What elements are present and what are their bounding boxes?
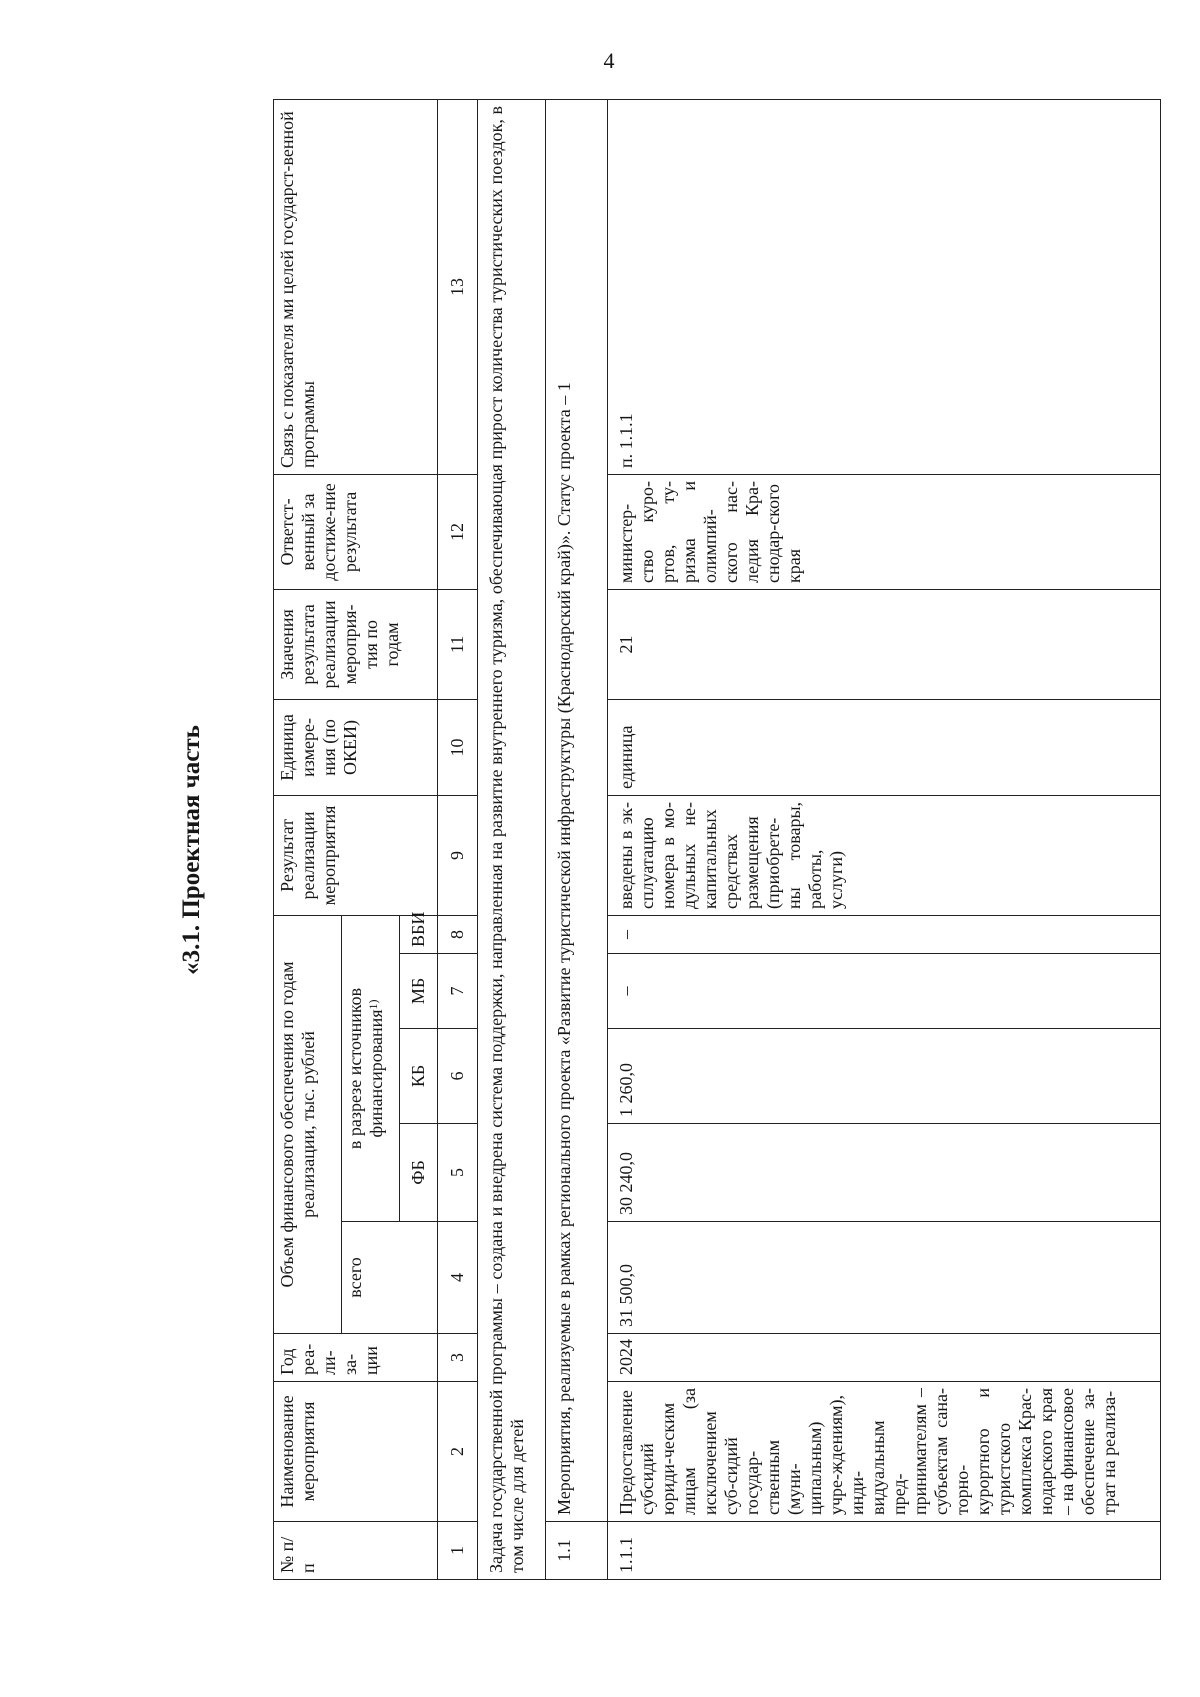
- col-number: 6: [438, 1029, 478, 1124]
- header-mb: МБ: [400, 954, 438, 1029]
- project-table: [273, 99, 1161, 1580]
- col-number: 11: [438, 589, 478, 699]
- col-number: 12: [438, 474, 478, 589]
- header-values: Значения результата реализации мероприя-тия по годам: [274, 589, 438, 699]
- row-link: п. 1.1.1: [608, 99, 1161, 474]
- header-sources-text: в разрезе источников финансирования: [345, 987, 386, 1150]
- row-result: введены в эк-сплуатацию номера в мо-дульных не-капитальных средствах размещения (приобрете-ны товары, работы, услуги): [608, 795, 1161, 915]
- row-num: 1.1.1: [608, 1522, 1161, 1580]
- header-num: № п/п: [274, 1522, 438, 1580]
- col-number: 5: [438, 1124, 478, 1222]
- section-text: Мероприятия, реализуемые в рамках регионального проекта «Развитие туристической инфраструктуры (Краснодарский край)». Статус проекта – 1: [546, 99, 608, 1521]
- header-funding: Объем финансового обеспечения по годам реализации, тыс. рублей: [274, 915, 342, 1333]
- col-number: 1: [438, 1522, 478, 1580]
- col-number: 13: [438, 99, 478, 474]
- col-number: 3: [438, 1334, 478, 1382]
- row-kb: 1 260,0: [608, 1029, 1161, 1124]
- col-number: 7: [438, 954, 478, 1029]
- row-vbi: –: [608, 915, 1161, 953]
- task-row: [478, 99, 546, 1579]
- header-result: Результат реализации мероприятия: [274, 795, 438, 915]
- header-kb: КБ: [400, 1029, 438, 1124]
- header-sources: [342, 915, 400, 1221]
- header-row-1: [274, 99, 342, 1579]
- row-responsible: министер-ство куро-ртов, ту-ризма и олимпий-ского нас-ледия Кра-снодар-ского края: [608, 474, 1161, 589]
- col-number: 9: [438, 795, 478, 915]
- header-link: Связь с показателя ми целей государст-венной программы: [274, 99, 438, 474]
- header-total: всего: [342, 1222, 438, 1334]
- page-number: 4: [603, 48, 615, 73]
- section-heading: «3.1. Проектная часть: [178, 725, 205, 975]
- row-unit: единица: [608, 699, 1161, 795]
- header-vbi: ВБИ: [400, 915, 438, 953]
- footnote-marker: 1): [366, 999, 380, 1010]
- column-numbers-row: [438, 99, 478, 1579]
- col-number: 8: [438, 915, 478, 953]
- project-table-container: [273, 100, 1161, 1580]
- col-number: 4: [438, 1222, 478, 1334]
- row-value: 21: [608, 589, 1161, 699]
- header-year: Год реа-ли-за-ции: [274, 1334, 438, 1382]
- section-num: 1.1: [546, 1522, 608, 1580]
- task-description: Задача государственной программы – создана и внедрена система поддержки, направленная на развитие внутреннего туризма, обеспечивающая прирост количества туристических поездок, в том числе для детей: [478, 99, 546, 1579]
- table-row: [608, 99, 1161, 1579]
- row-total: 31 500,0: [608, 1222, 1161, 1334]
- row-mb: –: [608, 954, 1161, 1029]
- row-year: 2024: [608, 1334, 1161, 1382]
- header-fb: ФБ: [400, 1124, 438, 1222]
- header-name: Наименование мероприятия: [274, 1382, 438, 1522]
- row-name: Предоставление субсидий юриди-ческим лицам (за исключением суб-сидий государ-ственным (муни-ципальным) учре-ждениям), инди-видуальным пред-принимателям – субъектам сана-торно-курортного и туристского комплекса Крас-нодарского края – на финансовое обеспечение за-трат на реализа-: [608, 1382, 1161, 1522]
- col-number: 10: [438, 699, 478, 795]
- header-unit: Единица измере-ния (по ОКЕИ): [274, 699, 438, 795]
- row-fb: 30 240,0: [608, 1124, 1161, 1222]
- header-responsible: Ответст-венный за достиже-ние результата: [274, 474, 438, 589]
- section-row: [546, 99, 608, 1579]
- col-number: 2: [438, 1382, 478, 1522]
